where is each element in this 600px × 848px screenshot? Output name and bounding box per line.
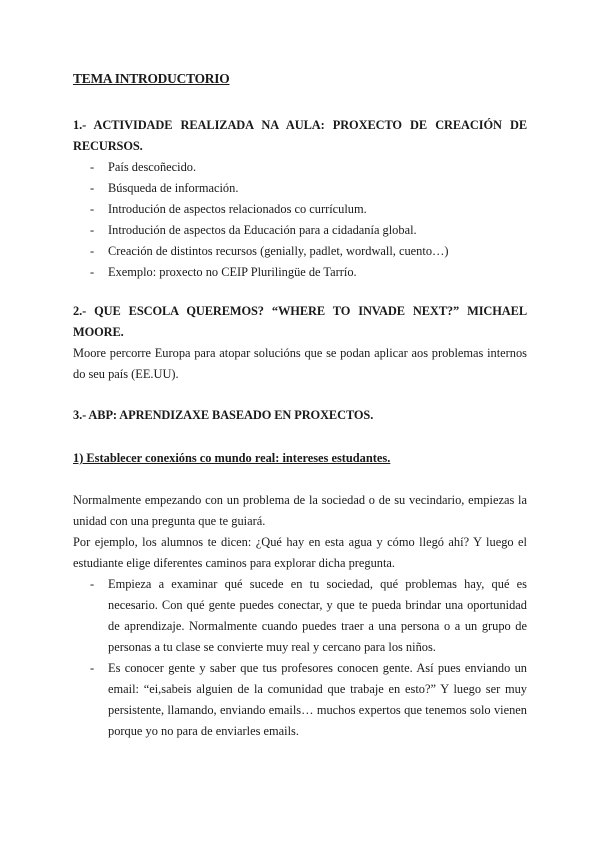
- section-3: [73, 405, 527, 426]
- section-1-heading: 1.- ACTIVIDADE REALIZADA NA AULA: PROXECTO DE CREACIÓN DE RECURSOS.: [73, 118, 527, 153]
- list-item: - Introdución de aspectos da Educación para a cidadanía global.: [73, 220, 527, 241]
- section-3-heading: 3.- ABP: APRENDIZAXE BASEADO EN PROXECTOS.: [73, 408, 374, 422]
- section-3-list: [73, 574, 527, 742]
- list-item: - Introdución de aspectos relacionados co currículum.: [73, 199, 527, 220]
- list-item: - Exemplo: proxecto no CEIP Plurilingüe de Tarrío.: [73, 262, 527, 283]
- page-title: TEMA INTRODUCTORIO: [73, 71, 230, 86]
- section-2-text: Moore percorre Europa para atopar solucións que se podan aplicar aos problemas internos do seu país (EE.UU).: [73, 346, 527, 381]
- section-1-list: [73, 157, 527, 283]
- list-item: - País descoñecido.: [73, 157, 527, 178]
- list-item: - Creación de distintos recursos (genially, padlet, wordwall, cuento…): [73, 241, 527, 262]
- list-item: - Empieza a examinar qué sucede en tu sociedad, qué problemas hay, qué es necesario. Con qué gente puedes conectar, y que te pueda brindar una oportunidad de aprendizaje. Normalmente cuando puedes traer a una persona o a un grupo de personas a tu clase se convierte muy real y cercano para los niños.: [73, 574, 527, 658]
- section-2: [73, 301, 527, 385]
- section-3-body: [73, 490, 527, 742]
- section-3-subheading: 1) Establecer conexións co mundo real: intereses estudantes.: [73, 451, 391, 465]
- section-2-heading: 2.- QUE ESCOLA QUEREMOS? “WHERE TO INVADE NEXT?” MICHAEL MOORE.: [73, 304, 527, 339]
- list-item: - Es conocer gente y saber que tus profesores conocen gente. Así pues enviando un email: “ei,sabeis alguien de la comunidad que trabaje en esto?” Y luego ser muy persistente, llamando, enviando emails… muchos expertos que tenemos solo vienen porque yo no para de enviarles emails.: [73, 658, 527, 742]
- list-item: - Búsqueda de información.: [73, 178, 527, 199]
- paragraph: Normalmente empezando con un problema de la sociedad o de su vecindario, empiezas la unidad con una pregunta que te guiará.: [73, 493, 527, 528]
- paragraph: Por ejemplo, los alumnos te dicen: ¿Qué hay en esta agua y cómo llegó ahí? Y luego el estudiante elige diferentes caminos para explorar dicha pregunta.: [73, 535, 527, 570]
- section-1: [73, 115, 527, 283]
- section-3-subheading-block: [73, 448, 527, 469]
